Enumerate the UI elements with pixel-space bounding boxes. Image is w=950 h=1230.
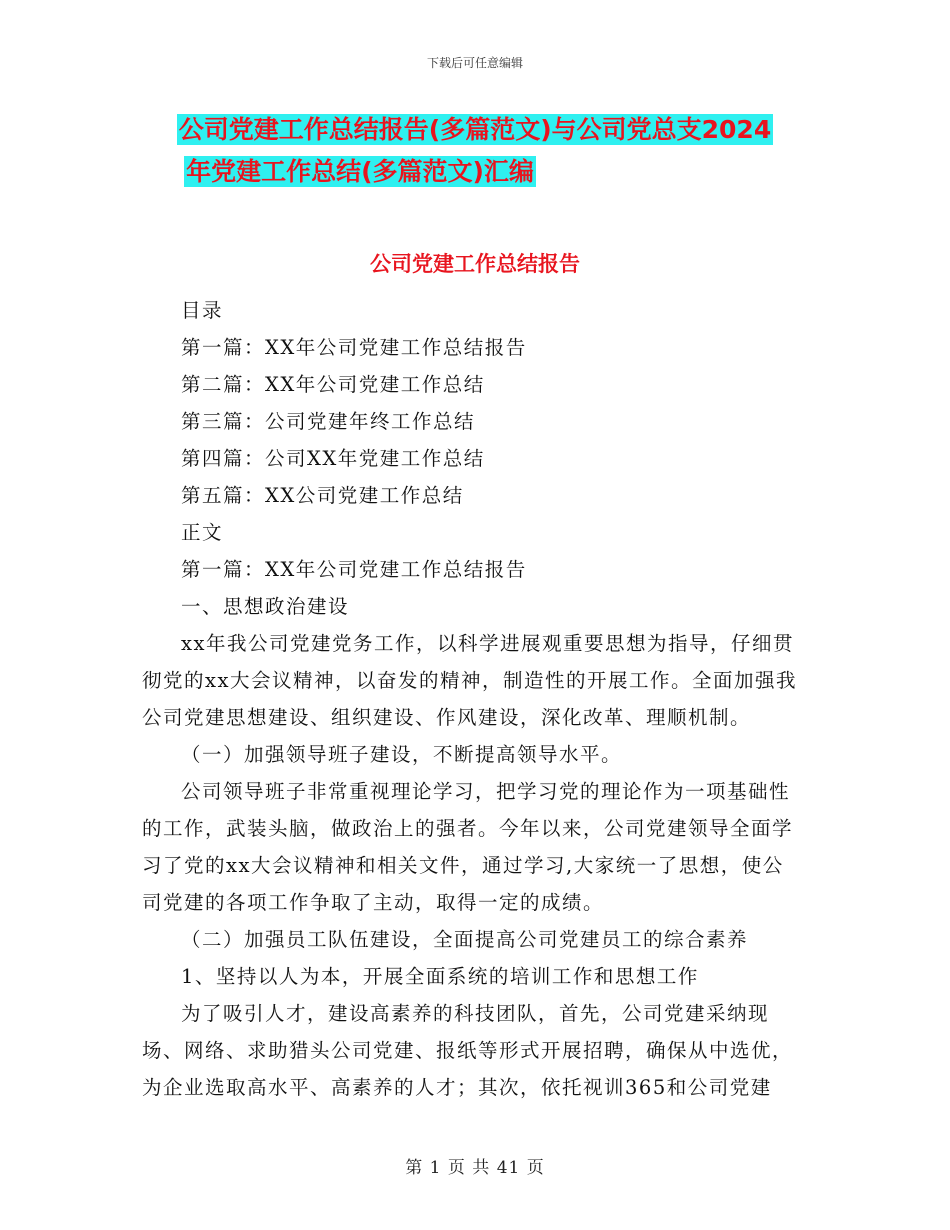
body-paragraph: 公司领导班子非常重视理论学习，把学习党的理论作为一项基础性的工作，武装头脑，做政治上的强者。今年以来，公司党建领导全面学习了党的xx大会议精神和相关文件，通过学习,大家统一了思想，使公司党建的各项工作争取了主动，取得一定的成绩。 [142,780,794,914]
body-paragraph: 第一篇：XX年公司党建工作总结报告 [181,558,527,581]
body-paragraph: xx年我公司党建党务工作，以科学进展观重要思想为指导，仔细贯彻党的xx大会议精神，以奋发的精神，制造性的开展工作。全面加强我公司党建思想建设、组织建设、作风建设，深化改革、理顺机制。 [142,632,797,729]
body-paragraph: 一、思想政治建设 [181,595,350,618]
toc-item: 第一篇：XX年公司党建工作总结报告 [181,336,527,359]
body-paragraph: 1、坚持以人为本，开展全面系统的培训工作和思想工作 [181,965,699,988]
document-title [0,110,950,192]
toc-item: 第五篇：XX公司党建工作总结 [181,484,464,507]
body-paragraph: 为了吸引人才，建设高素养的科技团队，首先，公司党建采纳现场、网络、求助猎头公司党建、报纸等形式开展招聘，确保从中选优，为企业选取高水平、高素养的人才；其次，依托视训365和公司党建 [142,1002,794,1099]
body-paragraph: （一）加强领导班子建设，不断提高领导水平。 [181,743,623,766]
header-note: 下载后可任意编辑 [426,56,523,70]
body-paragraph: 正文 [181,521,224,544]
body-paragraph: （二）加强员工队伍建设，全面提高公司党建员工的综合素养 [181,928,749,951]
section-title: 公司党建工作总结报告 [370,252,580,276]
document-body [142,292,802,1106]
toc-item: 第四篇：公司XX年党建工作总结 [181,447,485,470]
page-footer: 第 1 页 共 41 页 [405,1158,545,1178]
body-paragraph: 目录 [181,299,224,322]
title-line-2: 年党建工作总结(多篇范文)汇编 [186,157,534,186]
toc-item: 第三篇：公司党建年终工作总结 [181,410,476,433]
toc-item: 第二篇：XX年公司党建工作总结 [181,373,485,396]
title-line-1: 公司党建工作总结报告(多篇范文)与公司党总支2024 [178,115,772,144]
